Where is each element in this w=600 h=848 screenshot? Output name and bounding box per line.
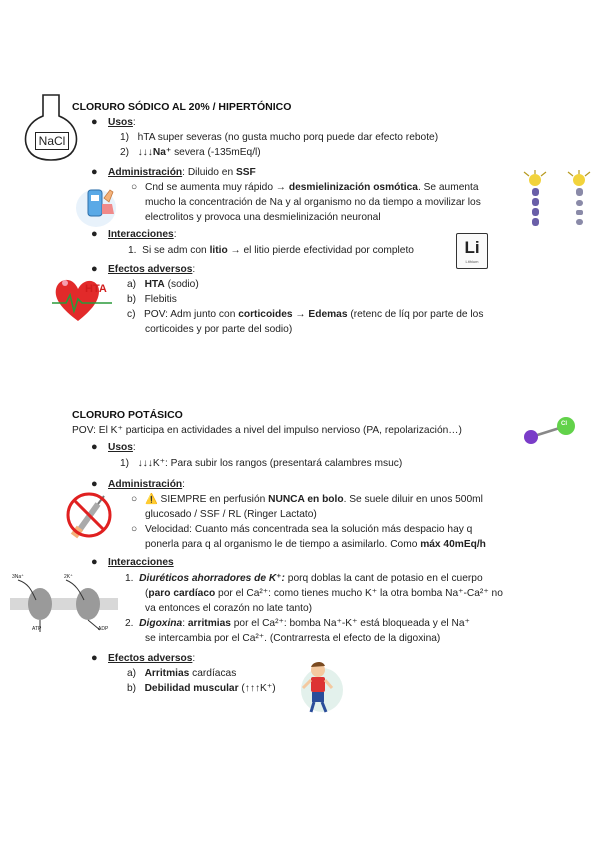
sub-bullet: ○	[131, 524, 138, 535]
usos-item-2: 2) ↓↓↓Na⁺ severa (-135mEq/l)	[120, 147, 261, 158]
pump-label-atp: ATP	[32, 626, 42, 632]
warning-icon: ⚠️	[145, 494, 158, 505]
pump-label-k: 2K⁺	[64, 574, 73, 580]
efecto-c: c) POV: Adm junto con corticoides → Edemas (retenc de líq por parte de los	[127, 309, 484, 320]
hta-label: HTA	[85, 283, 107, 295]
usos2-heading: Usos	[108, 442, 133, 453]
hta-heart-illustration	[52, 273, 114, 325]
iv-bag-illustration	[74, 180, 120, 230]
bullet: ●	[91, 116, 98, 128]
administracion-heading: Administración	[108, 167, 183, 178]
efecto2-b: b) Debilidad muscular (↑↑↑K⁺)	[127, 683, 276, 694]
bullet: ●	[91, 166, 98, 178]
lithium-element-card: Li Lithium	[456, 233, 488, 269]
efecto2-a: a) Arritmias cardíacas	[127, 668, 237, 679]
bullet: ●	[91, 441, 98, 453]
muscle-weakness-illustration	[298, 658, 344, 716]
interacciones2-heading: Interacciones	[108, 557, 174, 568]
admin-sub-line-3: electrolitos y provoca una desmielinización neuronal	[145, 212, 381, 223]
bullet: ●	[91, 652, 98, 664]
efecto-b: b) Flebitis	[127, 294, 177, 305]
pump-label-na: 3Na⁺	[12, 574, 24, 580]
admin2-sub-2-line-2: ponerla para q al organismo le de tiempo a asimilarlo. Como máx 40mEq/h	[145, 539, 486, 550]
efecto-c-line-2: corticoides y por parte del sodio)	[145, 324, 293, 335]
efectos2-heading: Efectos adversos	[108, 653, 193, 664]
administracion2-heading: Administración	[108, 479, 183, 490]
flask-label: NaCl	[35, 132, 69, 150]
molecule-cl-label: Cl	[561, 421, 567, 427]
efectos-heading: Efectos adversos	[108, 264, 193, 275]
interaccion2-item-2-line-2: se intercambia por el Ca²⁺. (Contrarresta el efecto de la digoxina)	[145, 633, 441, 644]
interaccion2-item-1: 1. Diuréticos ahorradores de K⁺: porq doblas la cant de potasio en el cuerpo	[125, 573, 483, 584]
efecto-a: a) HTA (sodio)	[127, 279, 199, 290]
bullet: ●	[91, 263, 98, 275]
admin2-sub-1: ⚠️ SIEMPRE en perfusión NUNCA en bolo. Se suele diluir en unos 500ml	[145, 494, 483, 505]
bullet: ●	[91, 228, 98, 240]
interacciones-heading: Interacciones	[108, 229, 174, 240]
section2-title: CLORURO POTÁSICO	[72, 409, 183, 421]
pump-label-adp: ADP	[98, 626, 109, 632]
interaccion2-item-2: 2. Digoxina: arritmias por el Ca²⁺: bomba Na⁺-K⁺ está bloqueada y el Na⁺	[125, 618, 470, 629]
section2-pov: POV: El K⁺ participa en actividades a nivel del impulso nervioso (PA, repolarización…)	[72, 425, 462, 436]
bullet: ●	[91, 478, 98, 490]
neuron-illustration	[518, 170, 598, 232]
kcl-molecule	[520, 416, 578, 446]
usos-item-1: 1) hTA super severas (no gusta mucho porq puede dar efecto rebote)	[120, 132, 439, 143]
sodium-potassium-pump-illustration	[10, 574, 118, 634]
usos2-item-1: 1) ↓↓↓K⁺: Para subir los rangos (presentará calambres msuc)	[120, 458, 403, 469]
admin-sub-line-2: mucho la concentración de Na y al organismo no da tiempo a movilizar los	[145, 197, 481, 208]
interaccion-item-1: 1. Si se adm con litio → el litio pierde efectividad por completo	[128, 245, 414, 256]
admin-sub-line-1: Cnd se aumenta muy rápido → desmielinización osmótica. Se aumenta	[145, 182, 479, 193]
section1-title: CLORURO SÓDICO AL 20% / HIPERTÓNICO	[72, 101, 292, 113]
sub-bullet: ○	[131, 494, 138, 505]
admin2-sub-2: Velocidad: Cuanto más concentrada sea la solución más despacio hay q	[145, 524, 473, 535]
sub-bullet: ○	[131, 182, 138, 193]
no-bolus-illustration	[64, 488, 114, 542]
interaccion2-item-1-line-3: va entonces el corazón no late tanto)	[145, 603, 313, 614]
usos-heading: Usos	[108, 117, 133, 128]
bullet: ●	[91, 556, 98, 568]
admin2-sub-1-line-2: glucosado / SSF / RL (Ringer Lactato)	[145, 509, 317, 520]
interaccion2-item-1-line-2: (paro cardíaco por el Ca²⁺: como tienes mucho K⁺ la otra bomba Na⁺-Ca²⁺ no	[145, 588, 503, 599]
